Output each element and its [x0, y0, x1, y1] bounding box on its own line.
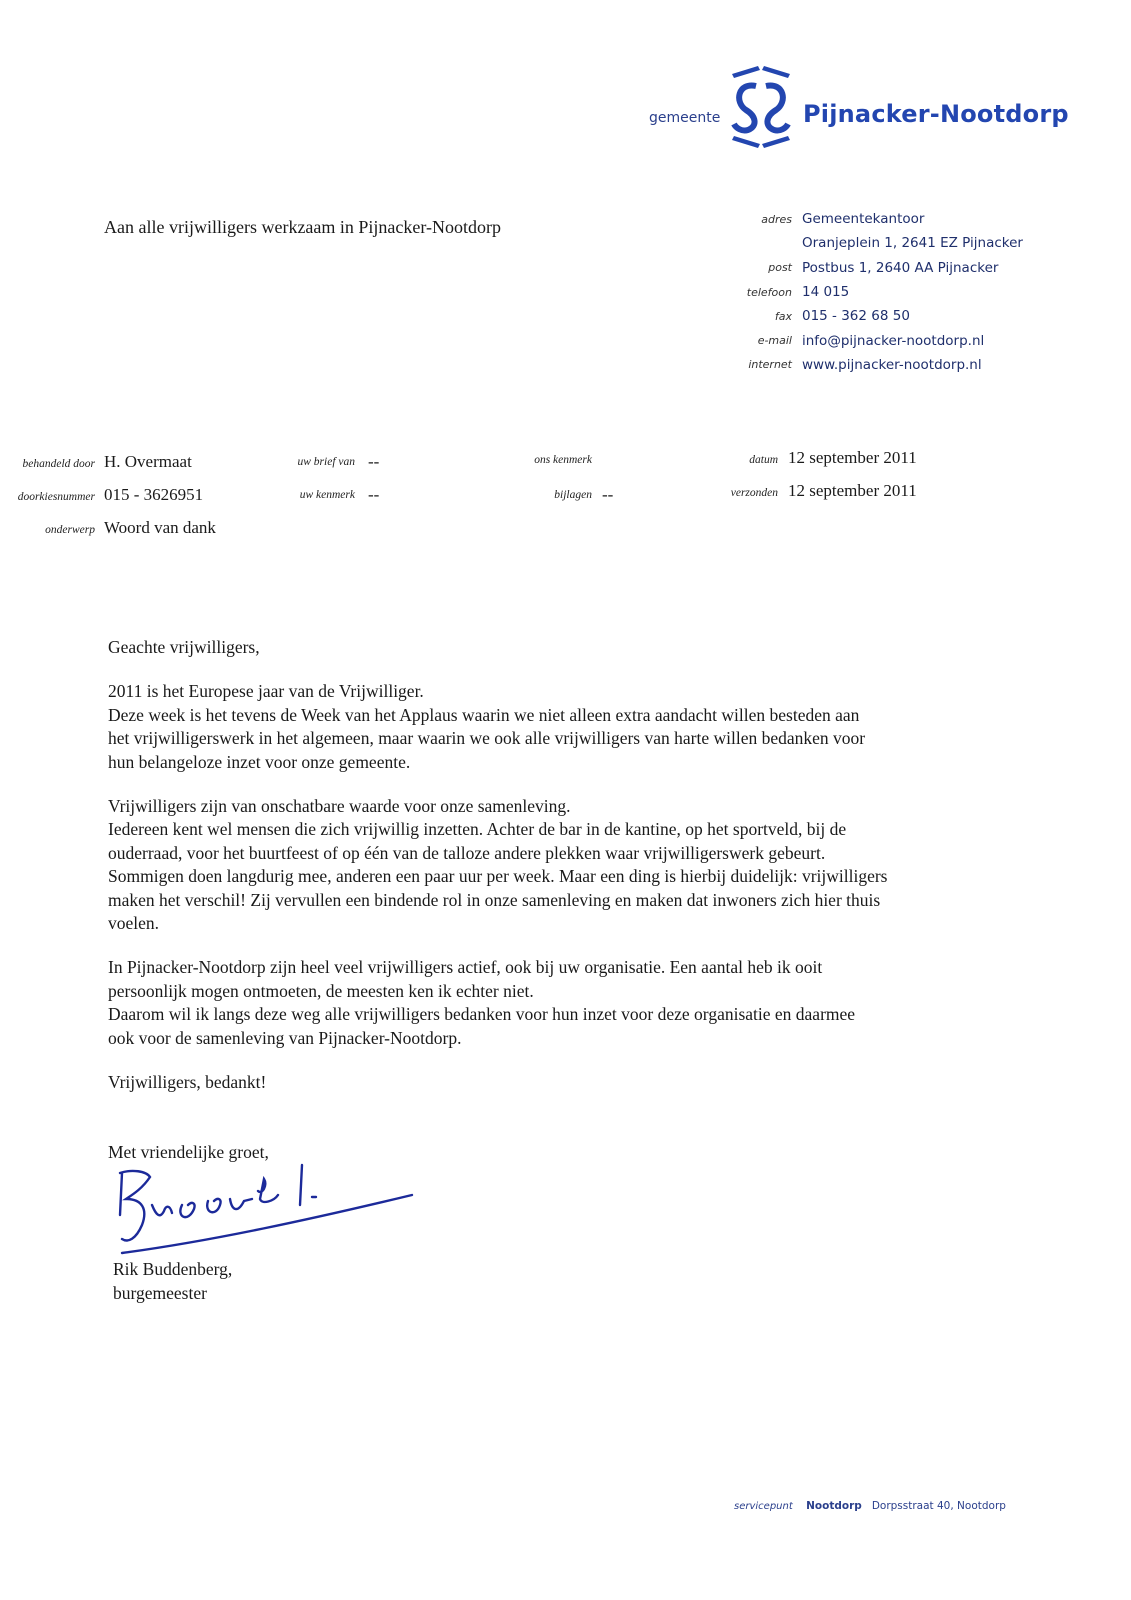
- address-row: [640, 280, 1023, 304]
- address-value: www.pijnacker-nootdorp.nl: [802, 356, 982, 373]
- text-line: Iedereen kent wel mensen die zich vrijwillig inzetten. Achter de bar in de kantine, op het sportveld, bij de: [108, 819, 847, 840]
- address-label: adres: [761, 212, 792, 226]
- salutation-text: Geachte vrijwilligers,: [108, 637, 260, 657]
- closing-text: Met vriendelijke groet,: [108, 1141, 269, 1162]
- text-line: Vrijwilligers, bedankt!: [108, 1072, 267, 1093]
- text-line: ook voor de samenleving van Pijnacker-Nootdorp.: [108, 1027, 462, 1048]
- signer-name: Rik Buddenberg,: [113, 1259, 233, 1279]
- footer-label: servicepunt: [734, 1501, 793, 1512]
- address-label: telefoon: [746, 285, 792, 299]
- salutation: [108, 636, 1008, 659]
- footer-address: Dorpsstraat 40, Nootdorp: [871, 1500, 1006, 1512]
- letterhead-prefix: gemeente: [649, 110, 721, 126]
- paragraph: [108, 795, 1008, 935]
- address-label: e-mail: [757, 334, 792, 348]
- text-line: persoonlijk mogen ontmoeten, de meesten ken ik echter niet.: [108, 980, 534, 1001]
- text-line: ouderraad, voor het buurtfeest of op één van de talloze andere plekken waar vrijwilligerswerk gebeurt.: [108, 842, 826, 863]
- footer-place: Nootdorp: [806, 1500, 862, 1512]
- address-value: Oranjeplein 1, 2641 EZ Pijnacker: [802, 235, 1023, 252]
- datum-value: 12 september 2011: [788, 448, 917, 467]
- address-label: internet: [748, 358, 792, 372]
- text-line: hun belangeloze inzet voor onze gemeente.: [108, 751, 411, 772]
- letter-body: [108, 636, 1008, 1185]
- text-line: 2011 is het Europese jaar van de Vrijwilliger.: [108, 681, 424, 702]
- behandeld-door-value: H. Overmaat: [104, 452, 192, 471]
- text-line: voelen.: [108, 913, 160, 934]
- doorkiesnummer-label: doorkiesnummer: [17, 491, 95, 503]
- text-line: In Pijnacker-Nootdorp zijn heel veel vrijwilligers actief, ook bij uw organisatie. Een aantal heb ik ooit: [108, 957, 823, 978]
- uw-kenmerk-label: uw kenmerk: [299, 489, 355, 501]
- ons-kenmerk-label: ons kenmerk: [534, 454, 592, 466]
- address-label: post: [768, 261, 792, 275]
- paragraph: [108, 1071, 1008, 1094]
- address-block: [640, 207, 1023, 377]
- address-value: 14 015: [802, 284, 850, 301]
- address-value: Gemeentekantoor: [802, 211, 925, 228]
- bijlagen-label: bijlagen: [554, 489, 592, 501]
- address-label: fax: [774, 309, 792, 323]
- recipient-line: Aan alle vrijwilligers werkzaam in Pijnacker-Nootdorp: [104, 217, 502, 237]
- paragraph: [108, 680, 1008, 774]
- uw-kenmerk-value: --: [368, 485, 380, 504]
- verzonden-value: 12 september 2011: [788, 481, 917, 500]
- signer-title: burgemeester: [113, 1283, 207, 1303]
- text-line: maken het verschil! Zij vervullen een bindende rol in onze samenleving en maken dat inwoners zich hier thuis: [108, 889, 881, 910]
- text-line: Daarom wil ik langs deze weg alle vrijwilligers bedanken voor hun inzet voor deze organisatie en daarmee: [108, 1004, 856, 1025]
- text-line: Sommigen doen langdurig mee, anderen een paar uur per week. Maar een ding is hierbij duidelijk: vrijwilligers: [108, 866, 888, 887]
- address-row: [640, 231, 1023, 255]
- footer: [734, 1500, 1006, 1512]
- paragraph: [108, 956, 1008, 1050]
- text-line: Vrijwilligers zijn van onschatbare waarde voor onze samenleving.: [108, 796, 571, 817]
- verzonden-label: verzonden: [730, 487, 778, 499]
- datum-label: datum: [749, 454, 778, 466]
- onderwerp-value: Woord van dank: [104, 518, 216, 537]
- bijlagen-value: --: [602, 485, 614, 504]
- address-value: info@pijnacker-nootdorp.nl: [802, 332, 985, 349]
- uw-brief-van-label: uw brief van: [297, 456, 355, 468]
- uw-brief-van-value: --: [368, 452, 380, 471]
- behandeld-door-label: behandeld door: [22, 458, 95, 470]
- text-line: Deze week is het tevens de Week van het Applaus waarin we niet alleen extra aandacht willen besteden aan: [108, 704, 860, 725]
- address-row: [640, 328, 1023, 352]
- letterhead-name: Pijnacker-Nootdorp: [803, 100, 1069, 128]
- address-row: [640, 207, 1023, 231]
- address-row: [640, 304, 1023, 328]
- municipality-logo-icon: [728, 64, 794, 154]
- address-row: [640, 353, 1023, 377]
- onderwerp-label: onderwerp: [45, 524, 95, 536]
- address-row: [640, 256, 1023, 280]
- doorkiesnummer-value: 015 - 3626951: [104, 485, 204, 504]
- address-value: Postbus 1, 2640 AA Pijnacker: [802, 259, 999, 276]
- text-line: het vrijwilligerswerk in het algemeen, maar waarin we ook alle vrijwilligers van harte willen bedanken voor: [108, 728, 866, 749]
- address-value: 015 - 362 68 50: [802, 308, 910, 325]
- signature-icon: [112, 1155, 432, 1265]
